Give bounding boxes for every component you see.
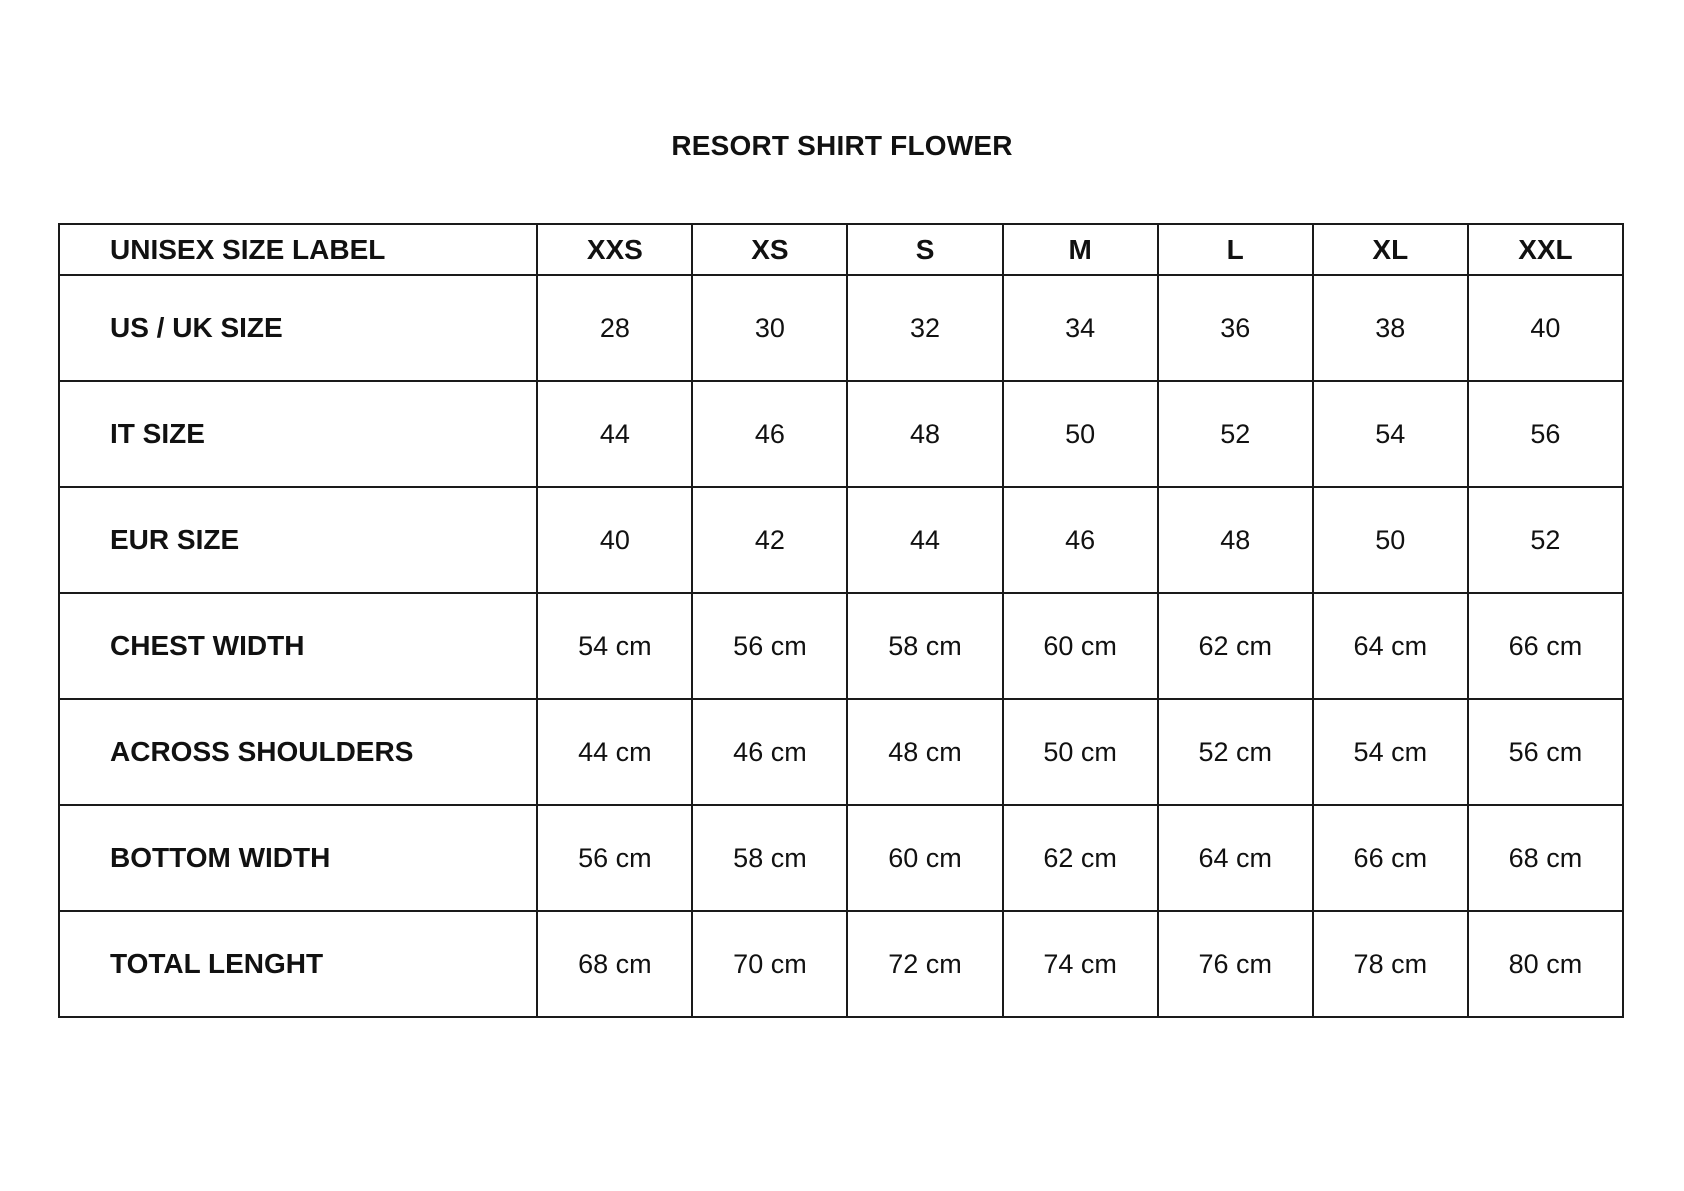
table-cell: 64 cm xyxy=(1158,805,1313,911)
table-cell: 62 cm xyxy=(1003,805,1158,911)
table-cell: 70 cm xyxy=(692,911,847,1017)
row-label-eur-size: EUR SIZE xyxy=(59,487,537,593)
table-cell: 48 xyxy=(847,381,1002,487)
table-cell: 56 xyxy=(1468,381,1623,487)
table-cell: 50 xyxy=(1003,381,1158,487)
table-cell: 44 xyxy=(847,487,1002,593)
table-cell: 66 cm xyxy=(1468,593,1623,699)
table-cell: 50 cm xyxy=(1003,699,1158,805)
table-cell: 58 cm xyxy=(692,805,847,911)
table-cell: 34 xyxy=(1003,275,1158,381)
table-cell: 40 xyxy=(537,487,692,593)
table-cell: 68 cm xyxy=(537,911,692,1017)
table-cell: 64 cm xyxy=(1313,593,1468,699)
table-row xyxy=(59,381,1623,487)
table-cell: 78 cm xyxy=(1313,911,1468,1017)
table-cell: 48 cm xyxy=(847,699,1002,805)
header-label: UNISEX SIZE LABEL xyxy=(59,224,537,275)
row-label-chest-width: CHEST WIDTH xyxy=(59,593,537,699)
row-label-it-size: IT SIZE xyxy=(59,381,537,487)
table-cell: 46 cm xyxy=(692,699,847,805)
table-cell: 74 cm xyxy=(1003,911,1158,1017)
table-row xyxy=(59,275,1623,381)
table-cell: 66 cm xyxy=(1313,805,1468,911)
table-cell: 54 cm xyxy=(537,593,692,699)
size-header-xs: XS xyxy=(692,224,847,275)
table-cell: 58 cm xyxy=(847,593,1002,699)
table-cell: 44 cm xyxy=(537,699,692,805)
table-cell: 76 cm xyxy=(1158,911,1313,1017)
table-cell: 54 cm xyxy=(1313,699,1468,805)
table-row xyxy=(59,699,1623,805)
table-cell: 40 xyxy=(1468,275,1623,381)
size-chart-table xyxy=(58,223,1624,1018)
table-cell: 56 cm xyxy=(537,805,692,911)
table-cell: 52 xyxy=(1468,487,1623,593)
table-cell: 62 cm xyxy=(1158,593,1313,699)
size-header-l: L xyxy=(1158,224,1313,275)
table-cell: 50 xyxy=(1313,487,1468,593)
table-cell: 48 xyxy=(1158,487,1313,593)
table-cell: 46 xyxy=(1003,487,1158,593)
table-cell: 68 cm xyxy=(1468,805,1623,911)
table-cell: 54 xyxy=(1313,381,1468,487)
table-cell: 32 xyxy=(847,275,1002,381)
header-row xyxy=(59,224,1623,275)
size-header-xxl: XXL xyxy=(1468,224,1623,275)
row-label-us-uk-size: US / UK SIZE xyxy=(59,275,537,381)
table-cell: 56 cm xyxy=(692,593,847,699)
table-cell: 44 xyxy=(537,381,692,487)
table-row xyxy=(59,911,1623,1017)
row-label-total-lenght: TOTAL LENGHT xyxy=(59,911,537,1017)
table-cell: 30 xyxy=(692,275,847,381)
table-cell: 60 cm xyxy=(1003,593,1158,699)
table-row xyxy=(59,487,1623,593)
table-cell: 52 xyxy=(1158,381,1313,487)
table-cell: 56 cm xyxy=(1468,699,1623,805)
table-cell: 36 xyxy=(1158,275,1313,381)
size-header-xl: XL xyxy=(1313,224,1468,275)
size-header-s: S xyxy=(847,224,1002,275)
table-cell: 80 cm xyxy=(1468,911,1623,1017)
size-header-xxs: XXS xyxy=(537,224,692,275)
table-row xyxy=(59,593,1623,699)
table-cell: 28 xyxy=(537,275,692,381)
row-label-bottom-width: BOTTOM WIDTH xyxy=(59,805,537,911)
row-label-across-shoulders: ACROSS SHOULDERS xyxy=(59,699,537,805)
page-title: RESORT SHIRT FLOWER xyxy=(671,130,1013,161)
table-cell: 38 xyxy=(1313,275,1468,381)
table-cell: 42 xyxy=(692,487,847,593)
table-cell: 46 xyxy=(692,381,847,487)
table-row xyxy=(59,805,1623,911)
table-cell: 60 cm xyxy=(847,805,1002,911)
table-cell: 72 cm xyxy=(847,911,1002,1017)
size-header-m: M xyxy=(1003,224,1158,275)
table-cell: 52 cm xyxy=(1158,699,1313,805)
